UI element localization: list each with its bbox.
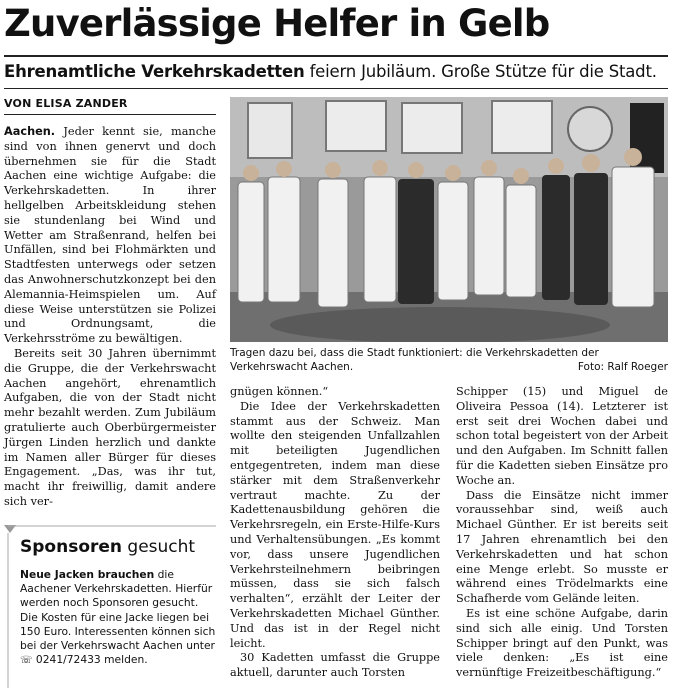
col1-text-1: Jeder kennt sie, manche sind von ihnen genervt und doch übernehmen sie für die Stadt Aachen eine wichtige Aufgabe: die Verkehrskadetten. In ihrer hellgelben Arbeitskleidung stehen sie stundenlang bei Wind und Wetter am Straßenrand, helfen bei Unfällen, sind bei Flohmärkten und Stadtfesten unterwegs oder setzen das Anwohnerschutzkonzept bei den Alemannia-Heimspielen um. Auf diese Weise unterstützen sie Polizei und Ordnungsamt, die Verkehrsströme zu bewältigen. bbox=[4, 125, 216, 346]
dateline: Aachen. bbox=[4, 125, 56, 138]
photo-caption bbox=[230, 347, 668, 374]
sponsor-lead: Neue Jacken brauchen bbox=[20, 568, 155, 581]
subline-rule bbox=[4, 88, 668, 89]
subline-rest: feiern Jubiläum. Große Stütze für die Stadt. bbox=[304, 62, 657, 81]
subline-bold: Ehrenamtliche Verkehrskadetten bbox=[4, 62, 305, 81]
headline: Zuverlässige Helfer in Gelb bbox=[4, 2, 550, 45]
sponsor-body: die Aachener Verkehrskadetten. Hierfür werden noch Sponsoren gesucht. Die Kosten für eine Jacke liegen bei 150 Euro. Interessenten können sich bei der Verkehrswacht Aachen unter bbox=[20, 568, 216, 653]
col3-paragraph-2: Dass die Einsätze nicht immer voraussehbar sind, weiß auch Michael Günther. Er ist bereits seit 17 Jahren ehrenamtlich bei den Verkehrskadetten und hat schon eine Menge erlebt. So musste er während eines Trödelmarkts eine Schafherde vom Gelände leiten. bbox=[456, 488, 668, 606]
sponsor-text bbox=[20, 568, 216, 668]
sponsor-heading-bold: Sponsoren bbox=[20, 537, 123, 557]
col2-paragraph-1: gnügen können.“ bbox=[230, 385, 329, 398]
headline-rule bbox=[4, 55, 668, 57]
col1-paragraph-1 bbox=[4, 125, 216, 347]
sponsor-end: melden. bbox=[100, 653, 148, 667]
subline bbox=[4, 62, 657, 81]
col2-paragraph-3: 30 Kadetten umfasst die Gruppe aktuell, darunter auch Torsten bbox=[230, 651, 440, 680]
article-column-2 bbox=[230, 385, 440, 681]
byline: VON ELISA ZANDER bbox=[4, 97, 128, 110]
col2-paragraph-2: Die Idee der Verkehrskadetten stammt aus der Schweiz. Man wollte den steigenden Unfallzahlen mit beteiligten Jugendlichen entgegentreten, indem man diese stärker mit dem Straßenverkehr vertraut machte. Zu der Kadettenausbildung gehören die Verkehrsregeln, ein Erste-Hilfe-Kurs und Verhaltensübungen. „Es kommt vor, dass unsere Jugendlichen Verkehrsteilnehmern beibringen müssen, dass sie sich falsch verhalten“, erzählt der Leiter der Verkehrskadetten Michael Günther. Und das ist in der Regel nicht leicht. bbox=[230, 399, 440, 650]
telephone-icon: ☏ bbox=[20, 655, 33, 667]
sponsor-heading bbox=[20, 537, 195, 557]
sponsor-heading-rest: gesucht bbox=[122, 537, 196, 557]
photo-credit: Foto: Ralf Roeger bbox=[577, 360, 668, 373]
byline-rule bbox=[4, 114, 216, 115]
article-column-3 bbox=[456, 385, 668, 681]
col3-paragraph-1: Schipper (15) und Miguel de Oliveira Pessoa (14). Letzterer ist erst seit drei Wochen dabei und schon total begeistert von der Arbeit und den Aufgaben. Im Schnitt fallen für die Kadetten sieben Einsätze pro Woche an. bbox=[456, 385, 668, 487]
article-photo bbox=[230, 97, 668, 342]
group-photo-image bbox=[230, 97, 668, 342]
col1-paragraph-2: Bereits seit 30 Jahren übernimmt die Gruppe, die der Verkehrswacht Aachen angehört, ehrenamtlich Aufgaben, die von der Stadt nicht mehr bezahlt werden. Zum Jubiläum gratulierte auch Oberbürgermeister Jürgen Linden herzlich und dankte im Namen aller Bürger für dieses Engagement. „Das, was ihr tut, macht ihr freiwillig, damit andere sich ver- bbox=[4, 346, 216, 508]
col3-paragraph-3: Es ist eine schöne Aufgabe, darin sind sich alle einig. Und Torsten Schipper bringt auf den Punkt, was viele denken: „Es ist eine vernünftige Freizeitbeschäftigung.“ bbox=[456, 606, 668, 680]
article-column-1 bbox=[4, 125, 216, 510]
sponsor-phone: 0241/72433 bbox=[35, 653, 101, 667]
caption-text: Tragen dazu bei, dass die Stadt funktioniert: die Verkehrskadetten der Verkehrswacht Aachen. bbox=[230, 347, 599, 373]
